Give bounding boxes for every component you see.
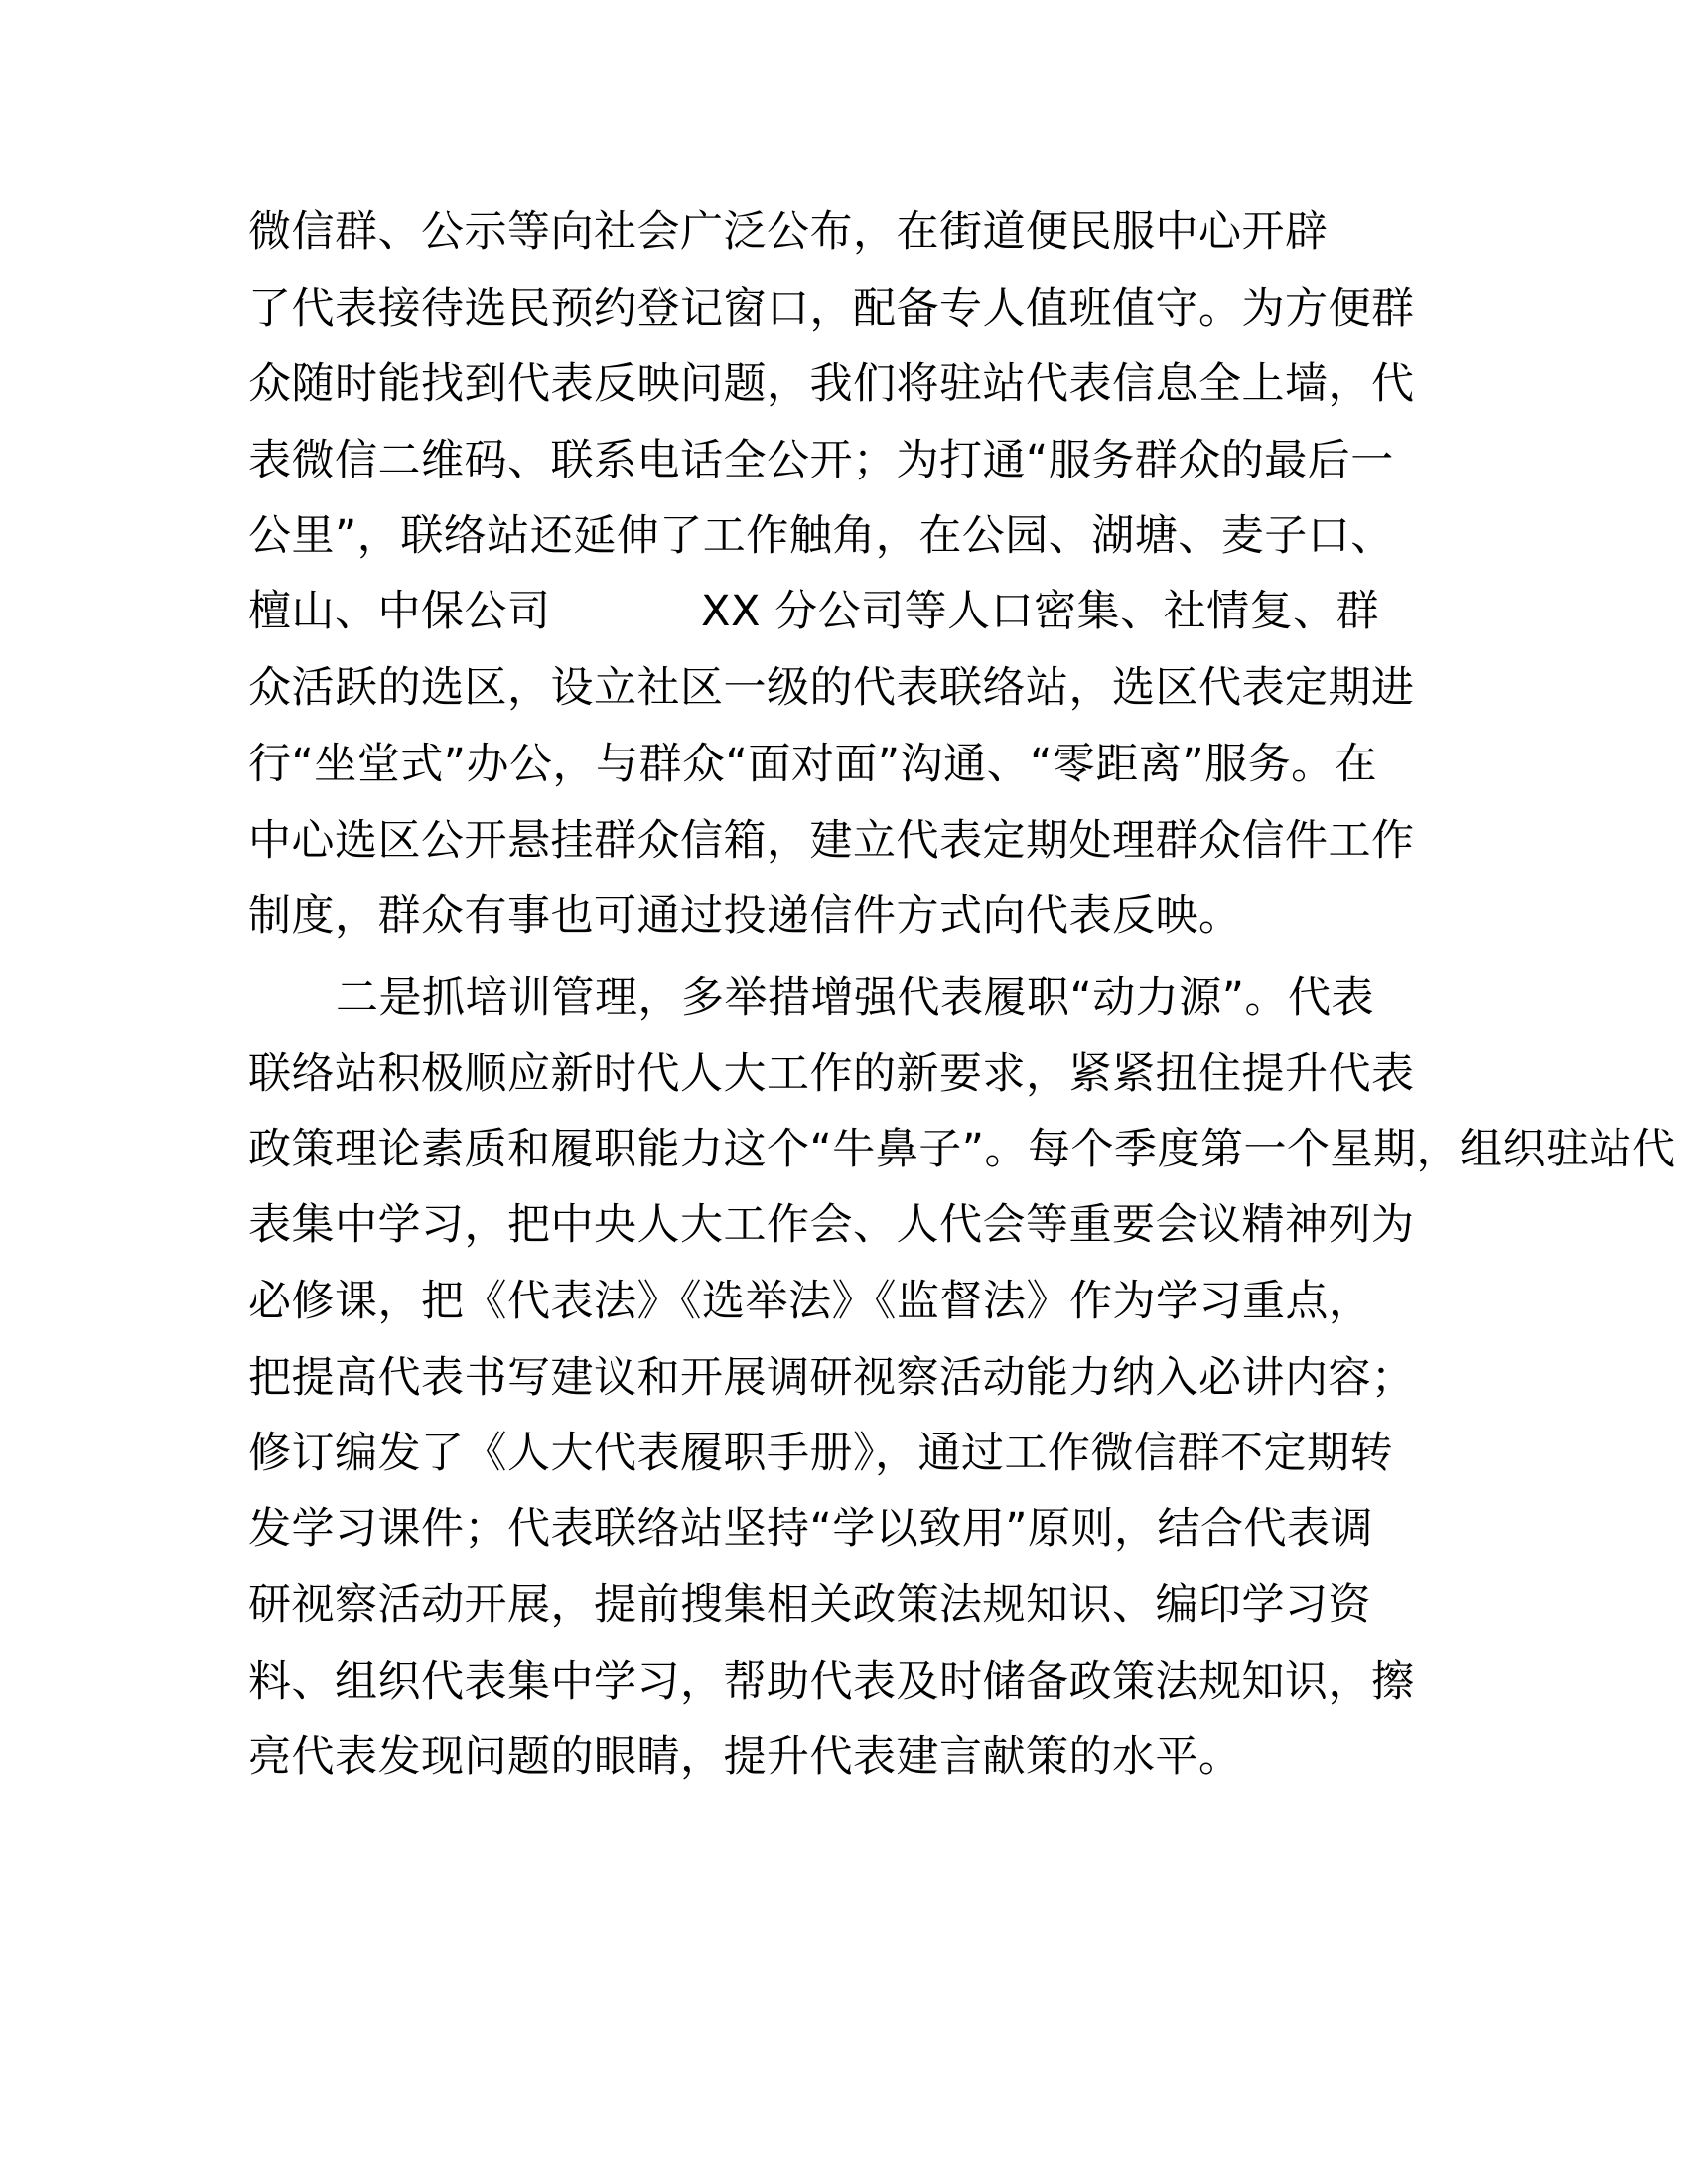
text-line: 微信群、公示等向社会广泛公布，在街道便民服中心开辟 <box>248 207 1329 257</box>
text-line: 亮代表发现问题的眼睛，提升代表建言献策的水平。 <box>248 1732 1242 1782</box>
text-line: 修订编发了《人大代表履职手册》，通过工作微信群不定期转 <box>248 1429 1393 1478</box>
text-line: 众随时能找到代表反映问题，我们将驻站代表信息全上墙，代 <box>248 359 1415 409</box>
text-line: 中心选区公开悬挂群众信箱，建立代表定期处理群众信件工作 <box>248 816 1415 866</box>
text-line: 了代表接待选民预约登记窗口，配备专人值班值守。为方便群 <box>248 284 1415 334</box>
text-line: 必修课，把《代表法》《选举法》《监督法》作为学习重点， <box>248 1277 1372 1326</box>
text-line: 研视察活动开展，提前搜集相关政策法规知识、编印学习资 <box>248 1580 1371 1630</box>
text-line: 把提高代表书写建议和开展调研视察活动能力纳入必讲内容； <box>248 1353 1415 1403</box>
text-line: 料、组织代表集中学习，帮助代表及时储备政策法规知识，擦 <box>248 1657 1415 1706</box>
text-line: XX 分公司等人口密集、社情复、群 <box>701 587 1380 636</box>
text-line: 行“坐堂式”办公，与群众“面对面”沟通、“零距离”服务。在 <box>248 740 1378 789</box>
text-line: 表微信二维码、联系电话全公开；为打通“服务群众的最后一 <box>248 436 1394 485</box>
text-line: 制度，群众有事也可通过投递信件方式向代表反映。 <box>248 891 1242 941</box>
text-line: 公里”，联络站还延伸了工作触角，在公园、湖塘、麦子口、 <box>248 511 1394 561</box>
text-line: 众活跃的选区，设立社区一级的代表联络站，选区代表定期进 <box>248 663 1415 713</box>
text-line: 表集中学习，把中央人大工作会、人代会等重要会议精神列为 <box>248 1200 1415 1250</box>
text-line: 政策理论素质和履职能力这个“牛鼻子”。每个季度第一个星期，组织驻站代 <box>248 1125 1676 1174</box>
text-line: 二是抓培训管理，多举措增强代表履职“动力源”。代表 <box>336 973 1375 1023</box>
text-line: 联络站积极顺应新时代人大工作的新要求，紧紧扭住提升代表 <box>248 1049 1415 1099</box>
text-line: 檀山、中保公司 <box>248 587 551 636</box>
text-line: 发学习课件；代表联络站坚持“学以致用”原则，结合代表调 <box>248 1504 1374 1554</box>
